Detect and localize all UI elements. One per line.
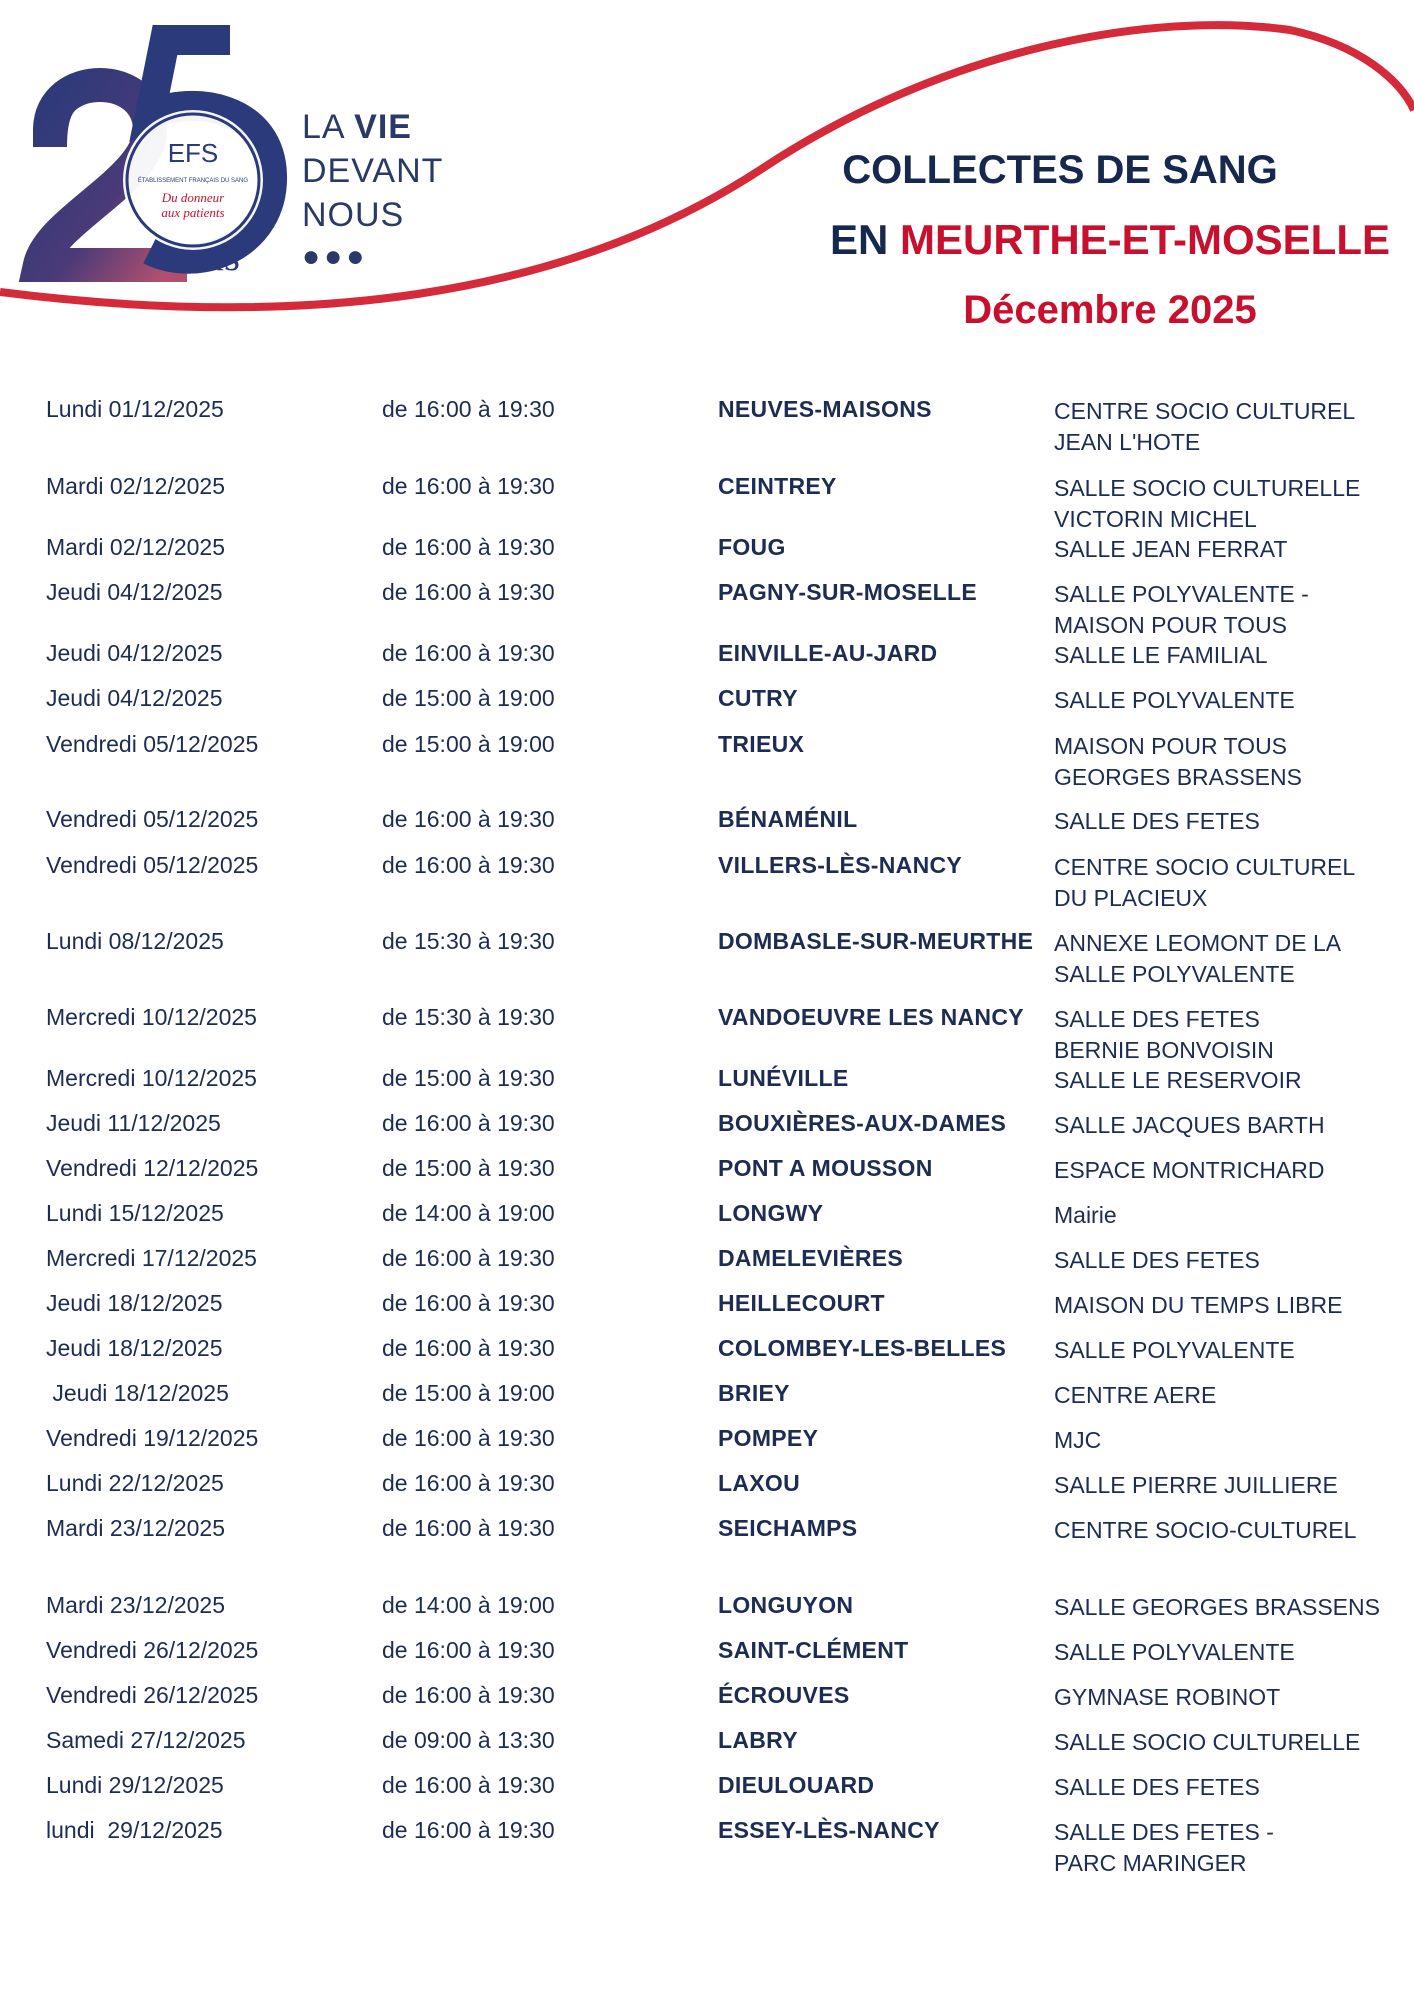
row-time: de 16:00 à 19:30 <box>382 852 555 878</box>
row-place <box>1054 1470 1394 1501</box>
slogan-devant: DEVANT <box>302 152 444 190</box>
title-region: MEURTHE-ET-MOSELLE <box>900 216 1390 263</box>
row-date: Jeudi 04/12/2025 <box>46 685 223 711</box>
row-place-line: SALLE DES FETES - <box>1054 1819 1274 1845</box>
row-place-line: CENTRE SOCIO CULTUREL <box>1054 398 1356 424</box>
row-time: de 16:00 à 19:30 <box>382 1515 555 1541</box>
row-city: VANDOEUVRE LES NANCY <box>718 1004 1024 1030</box>
row-place <box>1054 579 1394 641</box>
row-place-line: SALLE POLYVALENTE <box>1054 687 1295 713</box>
row-city: SEICHAMPS <box>718 1515 858 1541</box>
row-place-line: SALLE LE RESERVOIR <box>1054 1067 1302 1093</box>
row-date: Lundi 22/12/2025 <box>46 1470 224 1496</box>
row-place-line: MAISON POUR TOUS <box>1054 733 1288 759</box>
row-date: Mercredi 17/12/2025 <box>46 1245 257 1271</box>
row-time: de 16:00 à 19:30 <box>382 396 555 422</box>
row-place <box>1054 806 1394 837</box>
row-place <box>1054 1682 1394 1713</box>
row-date: Vendredi 19/12/2025 <box>46 1425 259 1451</box>
row-date: Lundi 08/12/2025 <box>46 928 224 954</box>
row-time: de 16:00 à 19:30 <box>382 640 555 666</box>
row-place <box>1054 1425 1394 1456</box>
row-date: Jeudi 04/12/2025 <box>46 579 223 605</box>
row-place-line: GEORGES BRASSENS <box>1054 764 1302 790</box>
svg-text:aux patients: aux patients <box>161 205 225 220</box>
row-time: de 16:00 à 19:30 <box>382 1637 555 1663</box>
row-city: LONGUYON <box>718 1592 854 1618</box>
row-time: de 15:30 à 19:30 <box>382 1004 555 1030</box>
row-place <box>1054 1155 1394 1186</box>
row-place <box>1054 685 1394 716</box>
row-place-line: ANNEXE LEOMONT DE LA <box>1054 930 1342 956</box>
row-date: Mercredi 10/12/2025 <box>46 1004 257 1030</box>
row-time: de 16:00 à 19:30 <box>382 1817 555 1843</box>
row-time: de 15:00 à 19:00 <box>382 1380 555 1406</box>
row-place <box>1054 1380 1394 1411</box>
row-time: de 09:00 à 13:30 <box>382 1727 555 1753</box>
row-time: de 16:00 à 19:30 <box>382 534 555 560</box>
row-place-line: SALLE DES FETES <box>1054 1247 1260 1273</box>
row-place <box>1054 1772 1394 1803</box>
row-city: FOUG <box>718 534 786 560</box>
row-date: Vendredi 05/12/2025 <box>46 852 259 878</box>
row-city: CEINTREY <box>718 473 837 499</box>
row-place <box>1054 1200 1394 1231</box>
row-time: de 16:00 à 19:30 <box>382 1682 555 1708</box>
row-place <box>1054 731 1394 793</box>
row-place-line: SALLE DES FETES <box>1054 808 1260 834</box>
row-time: de 15:00 à 19:00 <box>382 731 555 757</box>
row-place-line: SALLE JEAN FERRAT <box>1054 536 1288 562</box>
row-city: DAMELEVIÈRES <box>718 1245 904 1271</box>
row-time: de 16:00 à 19:30 <box>382 1425 555 1451</box>
row-place <box>1054 1065 1394 1096</box>
row-city: PAGNY-SUR-MOSELLE <box>718 579 977 605</box>
row-city: DIEULOUARD <box>718 1772 875 1798</box>
row-time: de 15:30 à 19:30 <box>382 928 555 954</box>
row-place-line: SALLE POLYVALENTE <box>1054 1639 1295 1665</box>
row-date: Mardi 02/12/2025 <box>46 534 226 560</box>
row-date: Jeudi 11/12/2025 <box>46 1110 221 1136</box>
row-date: Jeudi 04/12/2025 <box>46 640 223 666</box>
row-place <box>1054 396 1394 458</box>
row-date: Samedi 27/12/2025 <box>46 1727 246 1753</box>
row-date: Lundi 29/12/2025 <box>46 1772 224 1798</box>
row-time: de 14:00 à 19:00 <box>382 1592 555 1618</box>
row-date: Lundi 01/12/2025 <box>46 396 224 422</box>
row-date: Mardi 23/12/2025 <box>46 1515 226 1541</box>
row-place <box>1054 1290 1394 1321</box>
row-time: de 16:00 à 19:30 <box>382 1470 555 1496</box>
row-place-line: CENTRE SOCIO-CULTUREL <box>1054 1517 1357 1543</box>
row-city: LABRY <box>718 1727 798 1753</box>
row-place-line: PARC MARINGER <box>1054 1850 1247 1876</box>
row-place-line: MAISON DU TEMPS LIBRE <box>1054 1292 1343 1318</box>
row-place-line: SALLE GEORGES BRASSENS <box>1054 1594 1380 1620</box>
row-place-line: ESPACE MONTRICHARD <box>1054 1157 1325 1183</box>
row-date: Vendredi 12/12/2025 <box>46 1155 259 1181</box>
svg-text:ans: ans <box>185 234 241 279</box>
row-city: EINVILLE-AU-JARD <box>718 640 938 666</box>
row-city: HEILLECOURT <box>718 1290 885 1316</box>
row-time: de 16:00 à 19:30 <box>382 1290 555 1316</box>
row-place <box>1054 1515 1394 1546</box>
row-city: SAINT-CLÉMENT <box>718 1637 909 1663</box>
slogan-vie: VIE <box>354 108 412 146</box>
slogan-la: LA <box>302 108 355 146</box>
svg-text:EFS: EFS <box>167 138 219 168</box>
row-place <box>1054 1817 1394 1879</box>
row-time: de 16:00 à 19:30 <box>382 1245 555 1271</box>
row-date: Mardi 23/12/2025 <box>46 1592 226 1618</box>
row-place-line: SALLE DES FETES <box>1054 1006 1260 1032</box>
row-city: BRIEY <box>718 1380 790 1406</box>
row-city: CUTRY <box>718 685 798 711</box>
row-time: de 15:00 à 19:30 <box>382 1155 555 1181</box>
row-place <box>1054 473 1394 535</box>
row-place <box>1054 928 1394 990</box>
row-city: LAXOU <box>718 1470 800 1496</box>
row-place-line: SALLE SOCIO CULTURELLE <box>1054 1729 1361 1755</box>
row-date: Vendredi 26/12/2025 <box>46 1682 259 1708</box>
row-time: de 14:00 à 19:00 <box>382 1200 555 1226</box>
row-date: Mardi 02/12/2025 <box>46 473 226 499</box>
row-time: de 16:00 à 19:30 <box>382 473 555 499</box>
row-date: Mercredi 10/12/2025 <box>46 1065 257 1091</box>
row-time: de 16:00 à 19:30 <box>382 1772 555 1798</box>
row-time: de 15:00 à 19:00 <box>382 685 555 711</box>
row-date: Jeudi 18/12/2025 <box>46 1290 223 1316</box>
row-place <box>1054 534 1394 565</box>
row-place <box>1054 1110 1394 1141</box>
row-place <box>1054 1245 1394 1276</box>
row-city: DOMBASLE-SUR-MEURTHE <box>718 928 1034 954</box>
row-time: de 16:00 à 19:30 <box>382 579 555 605</box>
row-city: LUNÉVILLE <box>718 1065 849 1091</box>
row-time: de 15:00 à 19:30 <box>382 1065 555 1091</box>
row-city: BOUXIÈRES-AUX-DAMES <box>718 1110 1007 1136</box>
title-line1: COLLECTES DE SANG <box>842 148 1278 192</box>
slogan-nous: NOUS <box>302 196 405 234</box>
row-place-line: SALLE LE FAMILIAL <box>1054 642 1268 668</box>
row-city: TRIEUX <box>718 731 805 757</box>
row-place-line: JEAN L'HOTE <box>1054 429 1201 455</box>
row-date: Vendredi 26/12/2025 <box>46 1637 259 1663</box>
row-place-line: SALLE POLYVALENTE <box>1054 1337 1295 1363</box>
row-place-line: GYMNASE ROBINOT <box>1054 1684 1281 1710</box>
title-month: Décembre 2025 <box>963 288 1257 332</box>
row-time: de 16:00 à 19:30 <box>382 1335 555 1361</box>
row-place <box>1054 1637 1394 1668</box>
row-place-line: Mairie <box>1054 1202 1117 1228</box>
row-date: lundi 29/12/2025 <box>46 1817 223 1843</box>
row-city: POMPEY <box>718 1425 819 1451</box>
row-place-line: VICTORIN MICHEL <box>1054 506 1257 532</box>
row-city: COLOMBEY-LES-BELLES <box>718 1335 1007 1361</box>
title-line2 <box>800 216 1414 264</box>
row-city: ÉCROUVES <box>718 1682 850 1708</box>
row-place <box>1054 1335 1394 1366</box>
row-city: PONT A MOUSSON <box>718 1155 933 1181</box>
svg-text:ÉTABLISSEMENT FRANÇAIS DU SANG: ÉTABLISSEMENT FRANÇAIS DU SANG <box>137 178 249 184</box>
row-date: Vendredi 05/12/2025 <box>46 731 259 757</box>
row-city: VILLERS-LÈS-NANCY <box>718 852 963 878</box>
efs-logo <box>40 40 272 279</box>
row-place-line: CENTRE SOCIO CULTUREL <box>1054 854 1356 880</box>
svg-text:Du donneur: Du donneur <box>161 190 225 205</box>
row-city: BÉNAMÉNIL <box>718 806 858 832</box>
slogan <box>302 110 443 272</box>
row-place-line: MAISON POUR TOUS <box>1054 612 1288 638</box>
row-time: de 16:00 à 19:30 <box>382 1110 555 1136</box>
row-place <box>1054 1727 1394 1758</box>
row-time: de 16:00 à 19:30 <box>382 806 555 832</box>
row-place-line: SALLE JACQUES BARTH <box>1054 1112 1325 1138</box>
row-place-line: SALLE SOCIO CULTURELLE <box>1054 475 1361 501</box>
title-prefix: EN <box>829 216 900 263</box>
slogan-dots: ●●● <box>302 240 369 273</box>
row-place <box>1054 852 1394 914</box>
row-place-line: SALLE POLYVALENTE <box>1054 961 1295 987</box>
row-place-line: SALLE PIERRE JUILLIERE <box>1054 1472 1338 1498</box>
row-city: NEUVES-MAISONS <box>718 396 932 422</box>
row-city: ESSEY-LÈS-NANCY <box>718 1817 940 1843</box>
row-date: Jeudi 18/12/2025 <box>46 1335 223 1361</box>
row-place-line: CENTRE AERE <box>1054 1382 1217 1408</box>
row-date: Vendredi 05/12/2025 <box>46 806 259 832</box>
row-place-line: BERNIE BONVOISIN <box>1054 1037 1274 1063</box>
row-place <box>1054 1592 1394 1623</box>
row-city: LONGWY <box>718 1200 824 1226</box>
row-place-line: MJC <box>1054 1427 1102 1453</box>
row-place-line: DU PLACIEUX <box>1054 885 1208 911</box>
row-place-line: SALLE DES FETES <box>1054 1774 1260 1800</box>
row-place-line: SALLE POLYVALENTE - <box>1054 581 1309 607</box>
row-date: Lundi 15/12/2025 <box>46 1200 224 1226</box>
row-place <box>1054 1004 1394 1066</box>
row-date: Jeudi 18/12/2025 <box>46 1380 229 1406</box>
row-place <box>1054 640 1394 671</box>
